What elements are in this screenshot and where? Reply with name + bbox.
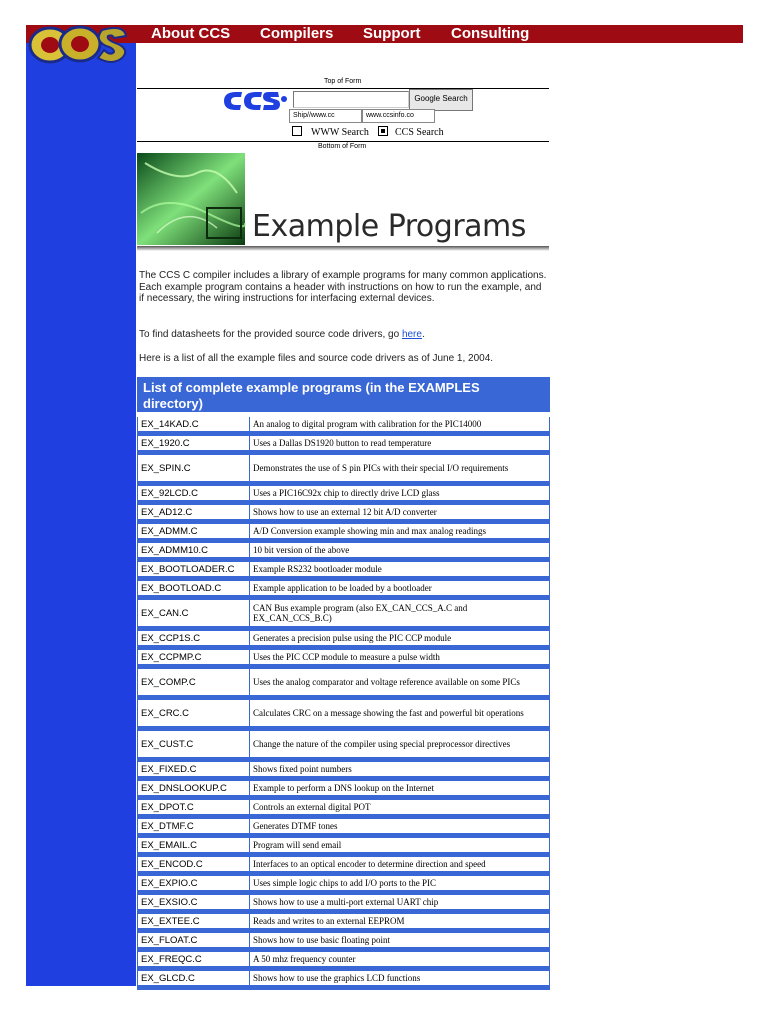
example-file-name: EX_92LCD.C (137, 486, 250, 500)
example-file-name: EX_CCPMP.C (137, 650, 250, 664)
ccs-search-logo (222, 88, 288, 114)
example-file-name: EX_EMAIL.C (137, 838, 250, 852)
top-nav-bar (26, 25, 743, 43)
ccs-search-label: CCS Search (395, 127, 444, 138)
datasheets-period: . (421, 329, 425, 340)
example-description: Shows how to use an external 12 bit A/D converter (250, 505, 550, 519)
example-description: Uses a PIC16C92x chip to directly drive LCD glass (250, 486, 550, 500)
example-description: A 50 mhz frequency counter (250, 952, 550, 966)
example-description: 10 bit version of the above (250, 543, 550, 557)
example-file-name: EX_AD12.C (137, 505, 250, 519)
datasheets-paragraph (139, 329, 549, 341)
example-file-name: EX_DTMF.C (137, 819, 250, 833)
table-row (137, 857, 550, 876)
example-description: Controls an external digital POT (250, 800, 550, 814)
nav-compilers[interactable]: Compilers (260, 25, 334, 42)
www-search-radio[interactable] (292, 126, 302, 136)
table-row (137, 562, 550, 581)
example-file-name: EX_1920.C (137, 436, 250, 450)
table-row (137, 914, 550, 933)
example-description: Change the nature of the compiler using special preprocessor directives (250, 731, 550, 757)
example-file-name: EX_14KAD.C (137, 417, 250, 431)
table-row (137, 819, 550, 838)
example-file-name: EX_ADMM.C (137, 524, 250, 538)
example-description: Shows fixed point numbers (250, 762, 550, 776)
page-title: Example Programs (252, 209, 526, 244)
intro-paragraph: The CCS C compiler includes a library of example programs for many common applications. Each example program contains a header with instructions on how to run the example, and if necessary, the wiring instructions for interfacing external devices. (139, 270, 547, 304)
example-file-name: EX_CUST.C (137, 731, 250, 757)
bottom-of-form-label: Bottom of Form (318, 143, 367, 150)
nav-about-ccs[interactable]: About CCS (151, 25, 231, 42)
table-row (137, 933, 550, 952)
table-row (137, 417, 550, 436)
table-row (137, 486, 550, 505)
table-row (137, 895, 550, 914)
table-row (137, 669, 550, 700)
table-row (137, 700, 550, 731)
ccs-search-radio[interactable] (378, 126, 388, 136)
example-description: Uses the analog comparator and voltage reference available on some PICs (250, 669, 550, 695)
www-search-label: WWW Search (311, 127, 369, 138)
nav-support[interactable]: Support (363, 25, 421, 42)
example-description: Shows how to use a multi-port external UART chip (250, 895, 550, 909)
datasheets-link[interactable]: here (401, 329, 422, 340)
table-row (137, 731, 550, 762)
table-row (137, 455, 550, 486)
site-field-2[interactable]: www.ccsinfo.co (362, 109, 435, 123)
nav-consulting[interactable]: Consulting (451, 25, 530, 42)
example-file-name: EX_CAN.C (137, 600, 250, 626)
example-file-name: EX_ENCOD.C (137, 857, 250, 871)
example-description: Generates a precision pulse using the PIC CCP module (250, 631, 550, 645)
example-file-name: EX_EXPIO.C (137, 876, 250, 890)
table-rows (137, 417, 550, 990)
example-file-name: EX_BOOTLOAD.C (137, 581, 250, 595)
example-description: Example application to be loaded by a bootloader (250, 581, 550, 595)
site-field-1[interactable]: Ship//www.cc (289, 109, 362, 123)
example-file-name: EX_EXTEE.C (137, 914, 250, 928)
left-sidebar (26, 43, 136, 986)
example-file-name: EX_FREQC.C (137, 952, 250, 966)
table-row (137, 600, 550, 631)
table-row (137, 505, 550, 524)
example-description: Uses the PIC CCP module to measure a pulse width (250, 650, 550, 664)
example-description: Reads and writes to an external EEPROM (250, 914, 550, 928)
example-description: CAN Bus example program (also EX_CAN_CCS_A.C and EX_CAN_CCS_B.C) (250, 600, 550, 626)
example-description: Shows how to use the graphics LCD functions (250, 971, 550, 985)
ccs-logo[interactable] (28, 20, 132, 66)
table-row (137, 436, 550, 455)
table-row (137, 781, 550, 800)
example-file-name: EX_GLCD.C (137, 971, 250, 985)
table-row (137, 838, 550, 857)
table-row (137, 650, 550, 669)
example-description: Uses simple logic chips to add I/O ports to the PIC (250, 876, 550, 890)
example-description: Example to perform a DNS lookup on the Internet (250, 781, 550, 795)
table-row (137, 524, 550, 543)
datasheets-text: To find datasheets for the provided source code drivers, go (139, 329, 402, 340)
example-file-name: EX_COMP.C (137, 669, 250, 695)
example-description: Interfaces to an optical encoder to determine direction and speed (250, 857, 550, 871)
example-description: Example RS232 bootloader module (250, 562, 550, 576)
example-description: Program will send email (250, 838, 550, 852)
table-row (137, 762, 550, 781)
example-file-name: EX_ADMM10.C (137, 543, 250, 557)
table-heading (137, 377, 550, 412)
table-row (137, 581, 550, 600)
example-file-name: EX_CCP1S.C (137, 631, 250, 645)
radio-selected-dot (381, 129, 385, 133)
example-file-name: EX_CRC.C (137, 700, 250, 726)
example-description: A/D Conversion example showing min and max analog readings (250, 524, 550, 538)
table-row (137, 543, 550, 562)
example-description: Generates DTMF tones (250, 819, 550, 833)
table-heading-line-2: directory) (143, 396, 203, 411)
example-description: An analog to digital program with calibration for the PIC14000 (250, 417, 550, 431)
top-of-form-label: Top of Form (324, 78, 362, 85)
example-file-name: EX_DNSLOOKUP.C (137, 781, 250, 795)
table-row (137, 971, 550, 990)
example-description: Uses a Dallas DS1920 button to read temperature (250, 436, 550, 450)
example-description: Calculates CRC on a message showing the fast and powerful bit operations (250, 700, 550, 726)
file-list-paragraph: Here is a list of all the example files and source code drivers as of June 1, 2004. (139, 353, 494, 364)
table-row (137, 631, 550, 650)
table-row (137, 800, 550, 819)
examples-table (137, 377, 550, 990)
example-description: Demonstrates the use of S pin PICs with their special I/O requirements (250, 455, 550, 481)
example-file-name: EX_SPIN.C (137, 455, 250, 481)
search-input[interactable] (293, 91, 409, 108)
table-row (137, 876, 550, 895)
example-file-name: EX_DPOT.C (137, 800, 250, 814)
example-file-name: EX_FIXED.C (137, 762, 250, 776)
example-file-name: EX_FLOAT.C (137, 933, 250, 947)
table-row (137, 952, 550, 971)
form-top-divider (137, 88, 549, 89)
example-file-name: EX_BOOTLOADER.C (137, 562, 250, 576)
table-heading-line-1: List of complete example programs (in the EXAMPLES (143, 380, 480, 395)
example-file-name: EX_EXSIO.C (137, 895, 250, 909)
example-description: Shows how to use basic floating point (250, 933, 550, 947)
google-search-button[interactable]: Google Search (409, 89, 473, 111)
form-bottom-divider (137, 141, 549, 142)
